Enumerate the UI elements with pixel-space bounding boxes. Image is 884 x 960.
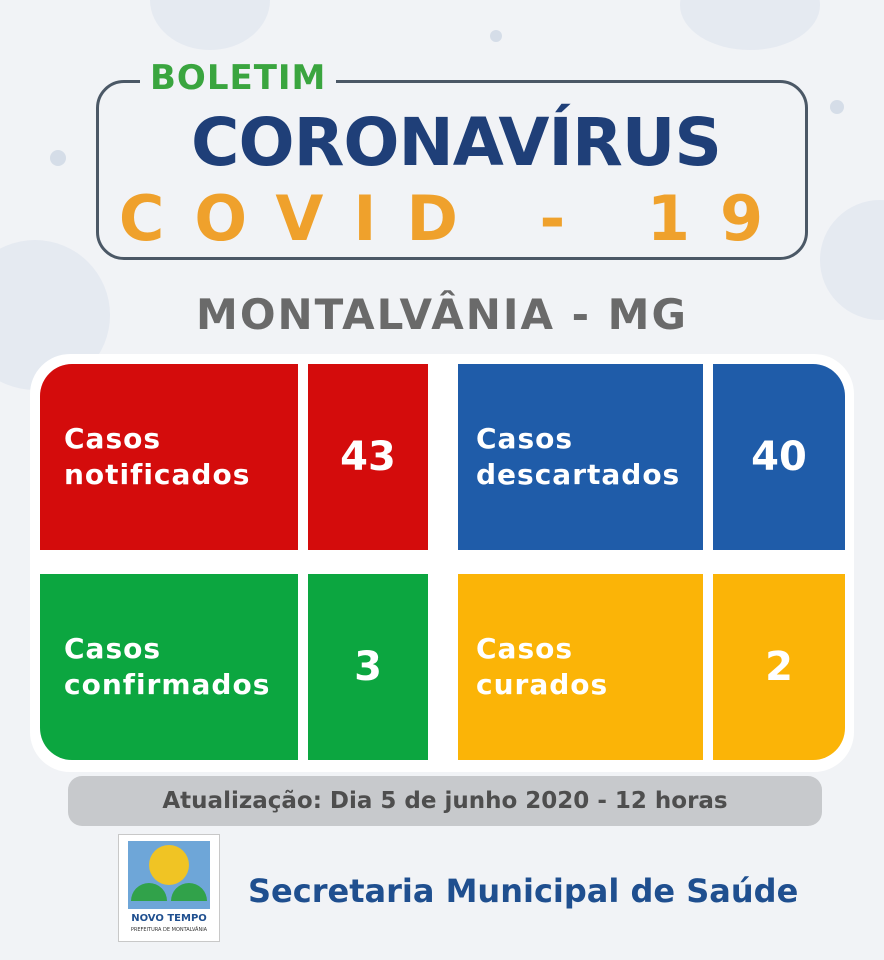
recovered-label-box [458,574,703,760]
bulletin-title: CORONAVÍRUS [191,104,721,181]
discarded-label-line1: Casos [476,422,574,455]
notified-label-line2: notificados [64,458,251,491]
notified-value-box [308,364,428,550]
recovered-value: 2 [765,644,793,690]
confirmed-label-box [40,574,298,760]
department-name: Secretaria Municipal de Saúde [248,872,799,910]
virus-decoration [150,0,270,50]
bulletin-kicker: BOLETIM [140,58,336,98]
virus-dot [830,100,844,114]
municipality-logo [118,834,220,942]
virus-dot [50,150,66,166]
notified-label-line1: Casos [64,422,162,455]
update-text: Atualização: Dia 5 de junho 2020 - 12 horas [162,788,728,814]
confirmed-label-line2: confirmados [64,668,271,701]
discarded-value: 40 [751,434,807,480]
recovered-label-line2: curados [476,668,609,701]
discarded-value-box [713,364,845,550]
logo-text: NOVO TEMPO [131,913,207,924]
location-title: MONTALVÂNIA - MG [196,290,688,339]
virus-decoration [680,0,820,50]
confirmed-label-line1: Casos [64,632,162,665]
confirmed-value-box [308,574,428,760]
notified-value: 43 [340,434,396,480]
recovered-value-box [713,574,845,760]
discarded-label-box [458,364,703,550]
logo-subtext: PREFEITURA DE MONTALVÂNIA [130,927,208,933]
virus-dot [490,30,502,42]
discarded-label-line2: descartados [476,458,681,491]
bulletin-subtitle: COVID - 19 [118,182,794,255]
confirmed-value: 3 [354,644,382,690]
logo-sun-icon [149,845,189,885]
update-banner [68,776,822,826]
recovered-label-line1: Casos [476,632,574,665]
notified-label-box [40,364,298,550]
